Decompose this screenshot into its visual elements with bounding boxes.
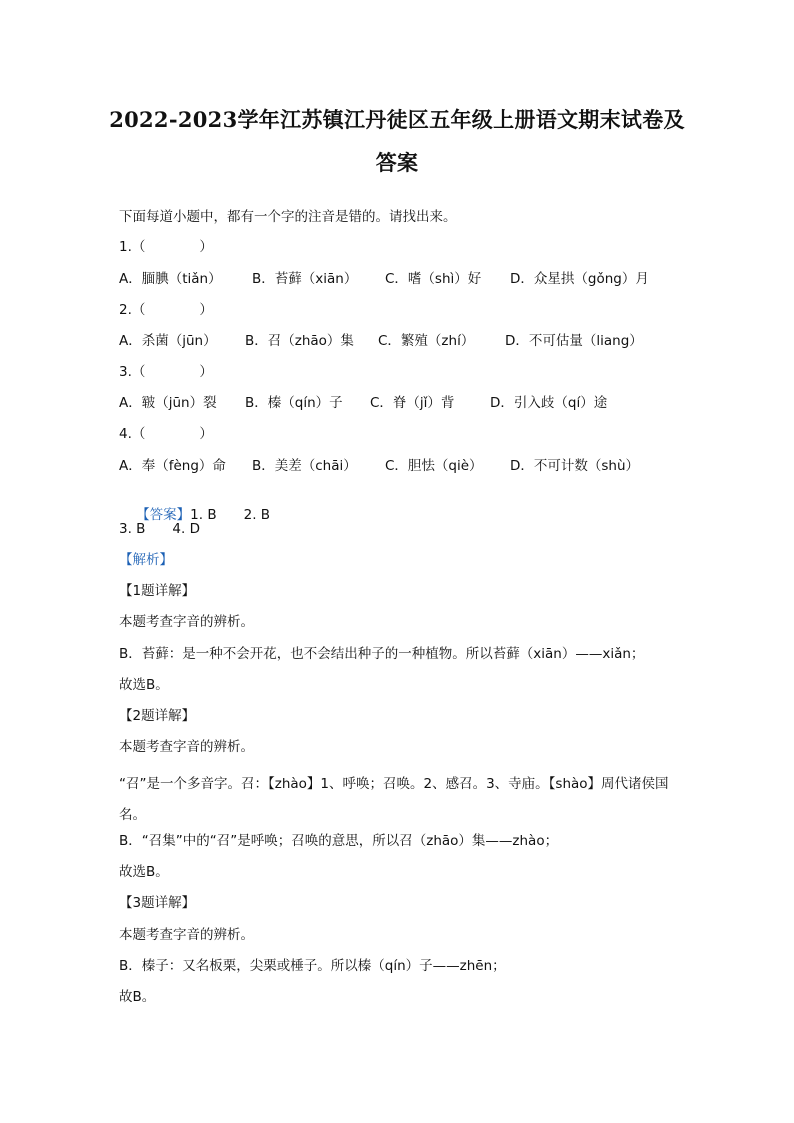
option-c: C．脊（jǐ）背 [370, 395, 455, 411]
option-b: B．美差（chāi） [252, 458, 357, 474]
option-a: A．腼腆（tiǎn） [119, 271, 222, 287]
q1-detail-line: 故选B。 [119, 677, 169, 693]
q2-detail-heading: 【2题详解】 [119, 708, 196, 724]
q1-detail-heading: 【1题详解】 [119, 583, 196, 599]
question-stem: 1.（ ） [119, 239, 213, 255]
q2-detail-line: B．“召集”中的“召”是呼唤；召唤的意思，所以召（zhāo）集——zhào； [119, 833, 559, 849]
option-b: B．榛（qín）子 [245, 395, 343, 411]
option-c: C．嗜（shì）好 [385, 271, 482, 287]
q3-detail-line: B．榛子：又名板栗，尖栗或棰子。所以榛（qín）子——zhēn； [119, 958, 506, 974]
q3-detail-heading: 【3题详解】 [119, 895, 196, 911]
analysis-label: 【解析】 [119, 552, 173, 568]
option-d: D．不可计数（shù） [510, 458, 640, 474]
option-d: D．不可估量（liang） [505, 333, 643, 349]
q2-detail-line: 本题考查字音的辨析。 [119, 739, 254, 755]
option-b: B．苔藓（xiān） [252, 271, 358, 287]
option-d: D．引入歧（qí）途 [490, 395, 608, 411]
page-title-line2: 答案 [375, 150, 419, 175]
option-a: A．奉（fèng）命 [119, 458, 226, 474]
question-stem: 2.（ ） [119, 302, 213, 318]
option-a: A．皲（jūn）裂 [119, 395, 217, 411]
question-stem: 3.（ ） [119, 364, 213, 380]
page-title-line1: 2022-2023学年江苏镇江丹徒区五年级上册语文期末试卷及 [109, 107, 685, 132]
q2-detail-line: 故选B。 [119, 864, 169, 880]
question-intro: 下面每道小题中，都有一个字的注音是错的。请找出来。 [119, 209, 457, 225]
question-stem: 4.（ ） [119, 426, 213, 442]
q1-detail-line: B．苔藓：是一种不会开花，也不会结出种子的一种植物。所以苔藓（xiān）——xiǎn； [119, 646, 645, 662]
q1-detail-line: 本题考查字音的辨析。 [119, 614, 254, 630]
option-d: D．众星拱（gǒng）月 [510, 271, 649, 287]
q2-detail-line: “召”是一个多音字。召：【zhào】1、呼唤；召唤。2、感召。3、寺庙。【shào】周代诸侯国名。 [119, 776, 669, 823]
answer-line2: 3. B 4. D [119, 521, 200, 537]
answer-label: 【答案】 [136, 507, 191, 523]
q3-detail-line: 故B。 [119, 989, 156, 1005]
option-c: C．胆怯（qiè） [385, 458, 483, 474]
option-c: C．繁殖（zhí） [378, 333, 475, 349]
answer-line1: 1. B 2. B [190, 507, 271, 523]
q3-detail-line: 本题考查字音的辨析。 [119, 927, 254, 943]
option-a: A．杀菌（jūn） [119, 333, 217, 349]
option-b: B．召（zhāo）集 [245, 333, 354, 349]
